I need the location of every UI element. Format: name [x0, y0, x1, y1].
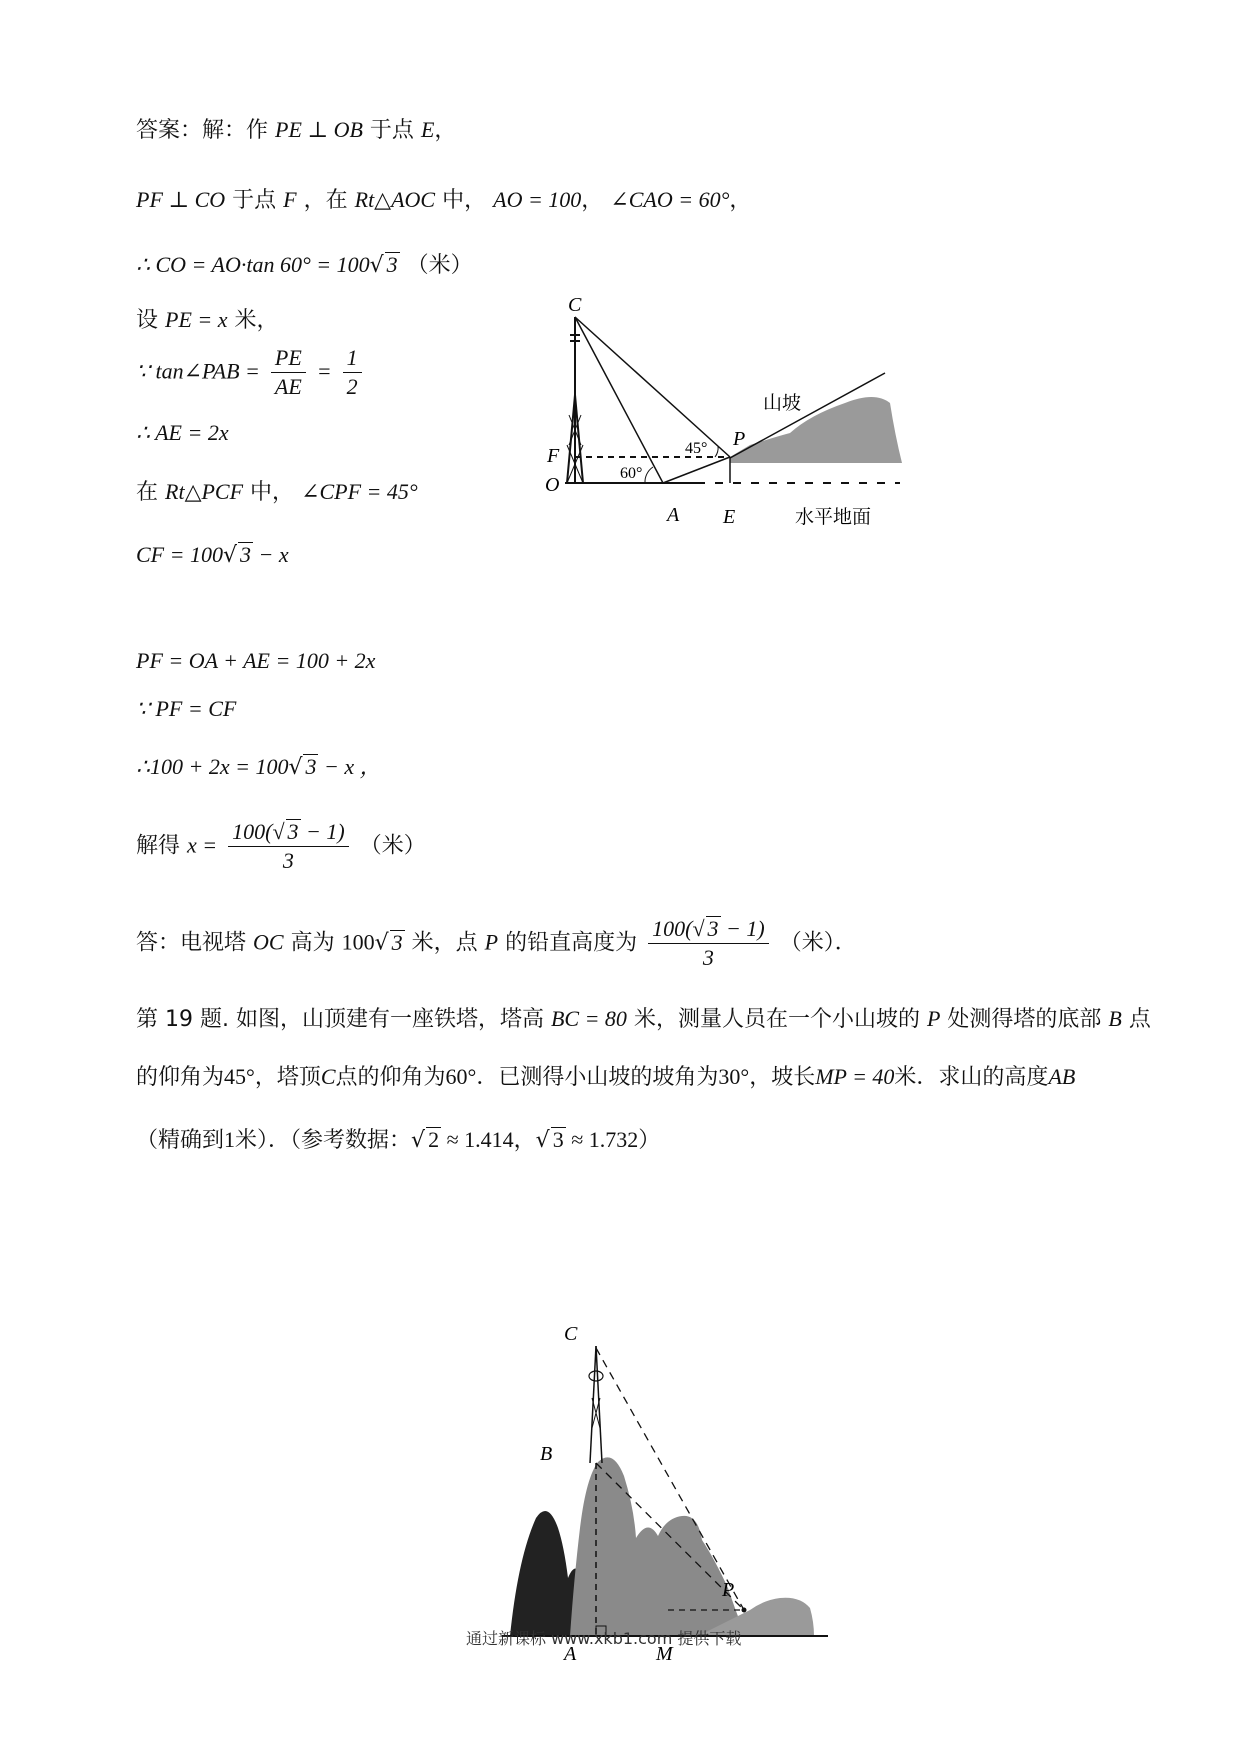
- solution-line-2: PF ⊥ CO 于点 F ，在 Rt△AOC 中， AO = 100， ∠CAO = 60°，: [136, 187, 752, 213]
- label-b: B: [540, 1443, 553, 1465]
- problem19-line-1: 第 19 题. 如图，山顶建有一座铁塔，塔高 BC = 80 米，测量人员在一个小山坡的 P 处测得塔的底部 B 点: [136, 1006, 1151, 1032]
- fraction-answer-height: $\frac{100(√ 3 - 1)}{3}$: [648, 915, 769, 972]
- label-e: E: [723, 506, 736, 528]
- fraction-pe-ae: $\frac{PE}{AE}$: [271, 344, 306, 401]
- label-c: C: [568, 295, 582, 316]
- label-a: A: [667, 504, 680, 526]
- figure-mountain-tower-svg: [488, 1318, 838, 1668]
- label-c-2: C: [564, 1323, 578, 1345]
- label-f: F: [547, 445, 560, 467]
- solution-line-6: ∴ AE = 2x: [136, 420, 229, 445]
- label-m: M: [656, 1643, 673, 1665]
- problem19-line-2: 的仰角为45°，塔顶C点的仰角为60°．已测得小山坡的坡角为30°，坡长MP = 40米．求山的高度AB: [136, 1064, 1076, 1090]
- fraction-x-value: $\frac{100(√ 3 - 1)}{3}$: [228, 818, 349, 875]
- figure-mountain-tower: [488, 1318, 838, 1668]
- point-p: [742, 1608, 747, 1613]
- watermark-text: 通过新课标 www.xkb1.com 提供下载: [466, 1629, 742, 1648]
- label-o: O: [545, 474, 560, 496]
- figure-tower-slope: [545, 295, 915, 535]
- solution-line-11: ∴100 + 2x = 100√ 3 − x ，: [136, 754, 382, 780]
- solution-line-7: 在 Rt△PCF 中， ∠CPF = 45°: [136, 479, 418, 505]
- fraction-one-half: $\frac{1}{2}$: [343, 344, 362, 401]
- label-p-2: P: [722, 1579, 735, 1601]
- solution-line-8: CF = 100√ 3 − x: [136, 542, 289, 568]
- solution-line-10: ∵ PF = CF: [136, 696, 237, 721]
- solution-line-3: ∴ CO = AO·tan 60° = 100√ 3 （米）: [136, 252, 473, 278]
- label-a-2: A: [564, 1643, 577, 1665]
- solution-line-12: 解得 x = $\frac{100(√ 3 - 1)}{3}$ （米）: [136, 819, 426, 873]
- solution-line-4: 设 PE = x 米，: [136, 307, 279, 333]
- label-slope: 山坡: [763, 392, 802, 414]
- solution-line-5: ∵ tan∠PAB = $\frac{PE}{AE}$ = $\frac{1}{2}$: [136, 344, 366, 401]
- solution-line-1: 答案：解：作 PE ⊥ OB 于点 E，: [136, 117, 457, 143]
- answer-line: 答：电视塔 OC 高为 100√ 3 米，点 P 的铅直高度为 $\frac{100(√ 3 - 1)}{3}$ （米）．: [136, 916, 857, 970]
- figure-tower-slope-svg: [545, 295, 915, 535]
- problem19-line-3: （精确到1米）．（参考数据：√ 2 ≈ 1.414，√ 3 ≈ 1.732）: [136, 1127, 661, 1153]
- label-p: P: [733, 428, 746, 450]
- label-angle-60: 60°: [620, 465, 643, 482]
- label-angle-45: 45°: [685, 440, 708, 457]
- solution-line-9: PF = OA + AE = 100 + 2x: [136, 648, 376, 673]
- label-ground: 水平地面: [795, 506, 872, 528]
